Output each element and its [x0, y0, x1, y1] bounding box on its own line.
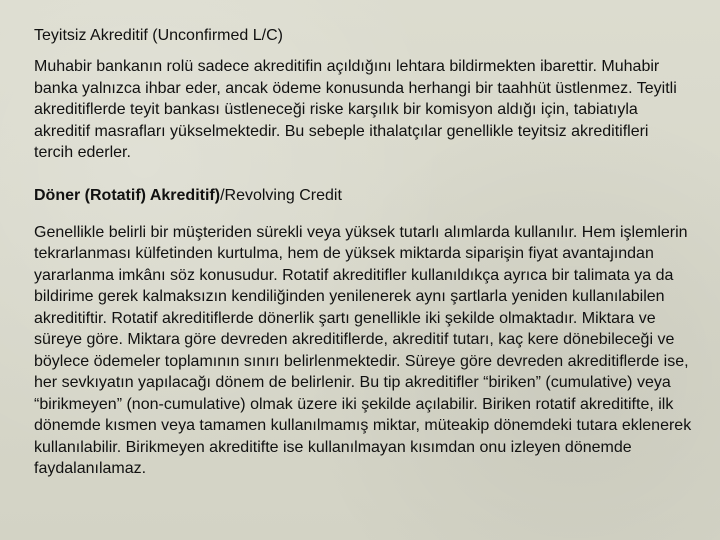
section-body-revolving-credit: Genellikle belirli bir müşteriden sürekli veya yüksek tutarlı alımlarda kullanılır. Hem işlemlerin tekrarlanması külfetinden kurtulma, hem de yüksek miktarda siparişin fiyat avantajından yararlanma imkânı söz konusudur. Rotatif akreditifler kullanıldıkça ayrıca bir talimata ya da bildirime gerek kalmaksızın kendiliğinden yenilenerek aynı şartlarla yeniden kullanılabilen akreditiftir. Rotatif akreditiflerde dönerlik şartı genellikle iki şekilde olmaktadır. Miktara ve süreye göre. Miktara göre devreden akreditiflerde, akreditif tutarı, kaç kere dönebileceği ve böylece ödemeler toplamının sınırı belirlenmektedir. Süreye göre devreden akreditiflerde ise, her sevkıyatın yapılacağı dönem de belirlenir. Bu tip akreditifler “biriken” (cumulative) veya “birikmeyen” (non-cumulative) olmak üzere iki şekilde açılabilir. Biriken rotatif akreditifte, ilk dönemde kısmen veya tamamen kullanılmamış miktar, müteakip dönemdeki tutara eklenerek kullanılabilir. Birikmeyen akreditifte ise kullanılmayan kısımdan onu izleyen dönemde faydalanılamaz.: [34, 223, 692, 477]
section-title-revolving-rest: /Revolving Credit: [220, 186, 342, 204]
section-title-unconfirmed-lc: Teyitsiz Akreditif (Unconfirmed L/C): [34, 27, 283, 44]
section-title-revolving-credit: [34, 186, 692, 206]
section-title-revolving-bold: Döner (Rotatif) Akreditif): [34, 186, 221, 204]
section-body-unconfirmed-lc: Muhabir bankanın rolü sadece akreditifin açıldığını lehtara bildirmekten ibarettir. Muhabir banka yalnızca ihbar eder, ancak ödeme konusunda herhangi bir taahhüt üstlenmez. Teyitli akreditiflerde teyit bankası üstleneceği riske karşılık bir komisyon aldığı için, tabiatıyla akreditif masrafları yükselmektedir. Bu sebeple ithalatçılar genellikle teyitsiz akreditifleri tercih ederler.: [34, 58, 677, 161]
